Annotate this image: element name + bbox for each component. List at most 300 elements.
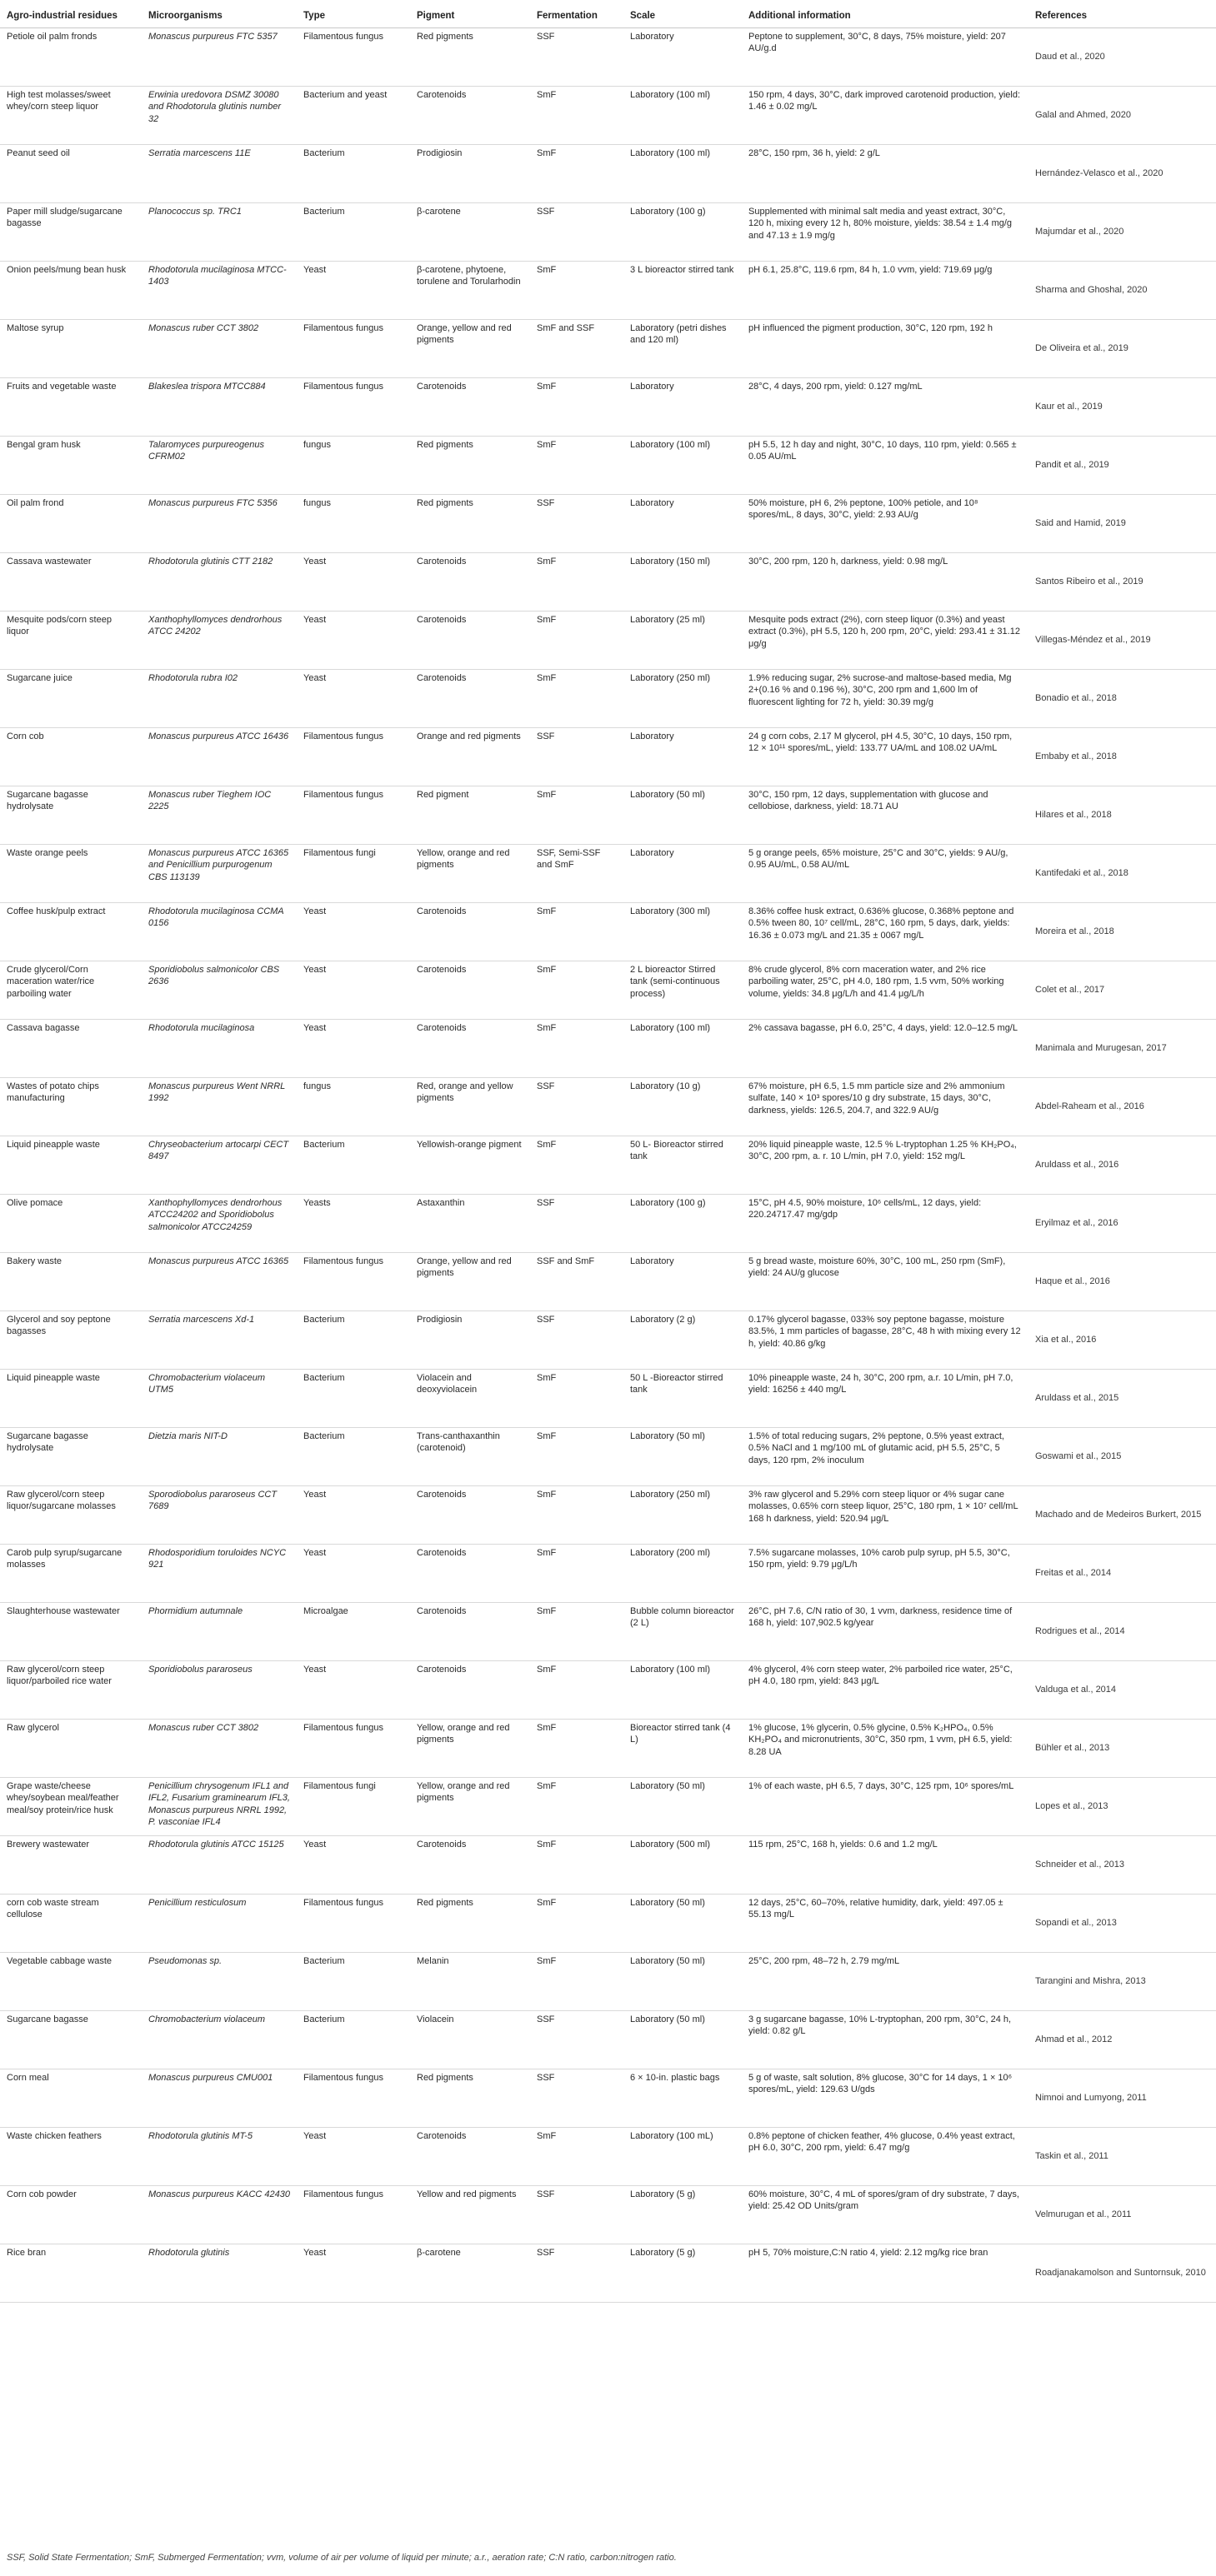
cell-reference: Ahmad et al., 2012	[1028, 2010, 1216, 2069]
cell-type: Filamentous fungus	[297, 27, 410, 86]
table-row	[0, 1136, 1216, 1194]
table-row	[0, 1485, 1216, 1544]
cell-scale: Laboratory (2 g)	[623, 1310, 742, 1369]
cell-type: Yeast	[297, 261, 410, 319]
cell-fermentation: SmF	[530, 1719, 623, 1777]
table-row	[0, 436, 1216, 494]
cell-scale: Laboratory (500 ml)	[623, 1835, 742, 1894]
table-row	[0, 727, 1216, 786]
cell-fermentation: SSF	[530, 1310, 623, 1369]
cell-fermentation: SSF	[530, 1077, 623, 1136]
cell-pigment: Red pigments	[410, 27, 530, 86]
table-row	[0, 961, 1216, 1019]
header-additional-information: Additional information	[742, 0, 1028, 27]
cell-additional-information: 0.8% peptone of chicken feather, 4% glucose, 0.4% yeast extract, pH 6.0, 30°C, 200 rpm, yield: 6.47 mg/g	[742, 2127, 1028, 2185]
cell-fermentation: SmF	[530, 2127, 623, 2185]
cell-additional-information: 5 g bread waste, moisture 60%, 30°C, 100 mL, 250 rpm (SmF), yield: 24 AU/g glucose	[742, 1252, 1028, 1310]
cell-additional-information: 67% moisture, pH 6.5, 1.5 mm particle size and 2% ammonium sulfate, 140 × 10³ spores/10 g dry substrate, 15 days, 30°C, darkness, yields: 126.5, 204.7, and 322.9 AU/g	[742, 1077, 1028, 1136]
table-row	[0, 2244, 1216, 2302]
cell-additional-information: pH 6.1, 25.8°C, 119.6 rpm, 84 h, 1.0 vvm, yield: 719.69 μg/g	[742, 261, 1028, 319]
cell-reference: Kaur et al., 2019	[1028, 377, 1216, 436]
cell-scale: Laboratory (100 ml)	[623, 144, 742, 202]
header-references: References	[1028, 0, 1216, 27]
cell-reference: Machado and de Medeiros Burkert, 2015	[1028, 1485, 1216, 1544]
header-pigment: Pigment	[410, 0, 530, 27]
cell-reference: Bühler et al., 2013	[1028, 1719, 1216, 1777]
cell-fermentation: SmF	[530, 1019, 623, 1077]
cell-microorganism: Monascus ruber CCT 3802	[142, 319, 297, 377]
cell-additional-information: 1% glucose, 1% glycerin, 0.5% glycine, 0.5% K₂HPO₄, 0.5% KH₂PO₄ and micronutrients, 30°C, 350 rpm, 1 vvm, pH 6.5, yield: 8.28 UA	[742, 1719, 1028, 1777]
cell-pigment: Violacein	[410, 2010, 530, 2069]
cell-scale: Laboratory (10 g)	[623, 1077, 742, 1136]
cell-pigment: Melanin	[410, 1952, 530, 2010]
cell-fermentation: SSF	[530, 2010, 623, 2069]
cell-fermentation: SmF	[530, 1485, 623, 1544]
cell-scale: Laboratory	[623, 1252, 742, 1310]
cell-additional-information: 26°C, pH 7.6, C/N ratio of 30, 1 vvm, darkness, residence time of 168 h, yield: 107,902.5 kg/year	[742, 1602, 1028, 1660]
cell-type: Filamentous fungus	[297, 1252, 410, 1310]
cell-additional-information: 4% glycerol, 4% corn steep water, 2% parboiled rice water, 25°C, pH 4.0, 180 rpm, yield: 843 μg/L	[742, 1660, 1028, 1719]
cell-microorganism: Rhodotorula mucilaginosa	[142, 1019, 297, 1077]
cell-residue: Corn meal	[0, 2069, 142, 2127]
cell-residue: Sugarcane bagasse hydrolysate	[0, 786, 142, 844]
cell-pigment: Yellow and red pigments	[410, 2185, 530, 2244]
cell-fermentation: SSF	[530, 727, 623, 786]
cell-residue: Cassava wastewater	[0, 552, 142, 611]
cell-microorganism: Xanthophyllomyces dendrorhous ATCC24202 and Sporidiobolus salmonicolor ATCC24259	[142, 1194, 297, 1252]
cell-scale: Laboratory (100 mL)	[623, 2127, 742, 2185]
cell-scale: Laboratory (5 g)	[623, 2185, 742, 2244]
cell-scale: Laboratory	[623, 494, 742, 552]
cell-type: Yeast	[297, 1544, 410, 1602]
cell-scale: Laboratory	[623, 844, 742, 902]
cell-residue: Cassava bagasse	[0, 1019, 142, 1077]
header-scale: Scale	[623, 0, 742, 27]
cell-additional-information: 150 rpm, 4 days, 30°C, dark improved carotenoid production, yield: 1.46 ± 0.02 mg/L	[742, 86, 1028, 144]
cell-reference: Kantifedaki et al., 2018	[1028, 844, 1216, 902]
cell-additional-information: pH 5.5, 12 h day and night, 30°C, 10 days, 110 rpm, yield: 0.565 ± 0.05 AU/mL	[742, 436, 1028, 494]
cell-residue: Glycerol and soy peptone bagasses	[0, 1310, 142, 1369]
cell-fermentation: SmF	[530, 1777, 623, 1835]
table-row	[0, 1427, 1216, 1485]
cell-scale: Laboratory	[623, 727, 742, 786]
cell-microorganism: Rhodotorula mucilaginosa MTCC-1403	[142, 261, 297, 319]
table-row	[0, 1894, 1216, 1952]
table-row	[0, 86, 1216, 144]
cell-fermentation: SSF	[530, 2069, 623, 2127]
cell-scale: Laboratory (100 ml)	[623, 436, 742, 494]
cell-pigment: Red pigments	[410, 1894, 530, 1952]
cell-scale: Laboratory (100 g)	[623, 1194, 742, 1252]
cell-scale: Laboratory (5 g)	[623, 2244, 742, 2302]
table-row	[0, 1019, 1216, 1077]
cell-fermentation: SSF	[530, 2244, 623, 2302]
cell-residue: Liquid pineapple waste	[0, 1369, 142, 1427]
cell-microorganism: Rhodotorula glutinis MT-5	[142, 2127, 297, 2185]
cell-scale: Laboratory	[623, 377, 742, 436]
cell-reference: Roadjanakamolson and Suntornsuk, 2010	[1028, 2244, 1216, 2302]
table-row	[0, 2127, 1216, 2185]
cell-fermentation: SmF	[530, 1136, 623, 1194]
cell-fermentation: SmF and SSF	[530, 319, 623, 377]
table-row	[0, 1077, 1216, 1136]
cell-residue: Rice bran	[0, 2244, 142, 2302]
cell-scale: Laboratory (50 ml)	[623, 1777, 742, 1835]
cell-pigment: Carotenoids	[410, 611, 530, 669]
cell-residue: Maltose syrup	[0, 319, 142, 377]
cell-scale: Laboratory (50 ml)	[623, 1427, 742, 1485]
cell-additional-information: 8% crude glycerol, 8% corn maceration water, and 2% rice parboiling water, 25°C, pH 4.0, 180 rpm, 1.5 vvm, 50% working volume, yields: 34.8 μg/L/h and 41.4 μg/L/h	[742, 961, 1028, 1019]
cell-pigment: Orange and red pigments	[410, 727, 530, 786]
cell-fermentation: SmF	[530, 1660, 623, 1719]
cell-type: Filamentous fungus	[297, 1894, 410, 1952]
header-microorganisms: Microorganisms	[142, 0, 297, 27]
cell-pigment: Orange, yellow and red pigments	[410, 1252, 530, 1310]
cell-reference: Embaby et al., 2018	[1028, 727, 1216, 786]
cell-residue: Oil palm frond	[0, 494, 142, 552]
cell-reference: Velmurugan et al., 2011	[1028, 2185, 1216, 2244]
cell-reference: Abdel-Raheam et al., 2016	[1028, 1077, 1216, 1136]
cell-type: Bacterium	[297, 1427, 410, 1485]
cell-scale: Laboratory	[623, 27, 742, 86]
cell-scale: 6 × 10-in. plastic bags	[623, 2069, 742, 2127]
cell-microorganism: Xanthophyllomyces dendrorhous ATCC 24202	[142, 611, 297, 669]
cell-scale: Laboratory (petri dishes and 120 ml)	[623, 319, 742, 377]
cell-additional-information: Mesquite pods extract (2%), corn steep liquor (0.3%) and yeast extract (0.3%), pH 5.5, 120 h, 200 rpm, 20°C, yield: 293.41 ± 31.12 μg/g	[742, 611, 1028, 669]
cell-additional-information: 2% cassava bagasse, pH 6.0, 25°C, 4 days, yield: 12.0–12.5 mg/L	[742, 1019, 1028, 1077]
cell-residue: Fruits and vegetable waste	[0, 377, 142, 436]
cell-fermentation: SmF	[530, 902, 623, 961]
cell-scale: 2 L bioreactor Stirred tank (semi-continuous process)	[623, 961, 742, 1019]
cell-microorganism: Penicillium resticulosum	[142, 1894, 297, 1952]
cell-residue: Grape waste/cheese whey/soybean meal/feather meal/soy protein/rice husk	[0, 1777, 142, 1835]
cell-residue: Slaughterhouse wastewater	[0, 1602, 142, 1660]
cell-reference: Sharma and Ghoshal, 2020	[1028, 261, 1216, 319]
cell-pigment: Red pigments	[410, 436, 530, 494]
cell-type: Yeasts	[297, 1194, 410, 1252]
cell-scale: Laboratory (50 ml)	[623, 2010, 742, 2069]
table-row	[0, 1835, 1216, 1894]
cell-scale: Laboratory (25 ml)	[623, 611, 742, 669]
table-header	[0, 0, 1216, 27]
cell-residue: Bengal gram husk	[0, 436, 142, 494]
cell-microorganism: Rhodotorula rubra I02	[142, 669, 297, 727]
cell-reference: Villegas-Méndez et al., 2019	[1028, 611, 1216, 669]
table-row	[0, 261, 1216, 319]
table-row	[0, 844, 1216, 902]
cell-pigment: Red pigments	[410, 2069, 530, 2127]
cell-reference: Santos Ribeiro et al., 2019	[1028, 552, 1216, 611]
cell-additional-information: pH influenced the pigment production, 30°C, 120 rpm, 192 h	[742, 319, 1028, 377]
table-row	[0, 1952, 1216, 2010]
cell-fermentation: SSF and SmF	[530, 1252, 623, 1310]
cell-microorganism: Monascus purpureus FTC 5356	[142, 494, 297, 552]
cell-reference: Said and Hamid, 2019	[1028, 494, 1216, 552]
cell-scale: Laboratory (50 ml)	[623, 1894, 742, 1952]
cell-pigment: Prodigiosin	[410, 144, 530, 202]
cell-fermentation: SmF	[530, 1544, 623, 1602]
cell-additional-information: 115 rpm, 25°C, 168 h, yields: 0.6 and 1.2 mg/L	[742, 1835, 1028, 1894]
cell-reference: Manimala and Murugesan, 2017	[1028, 1019, 1216, 1077]
cell-pigment: Orange, yellow and red pigments	[410, 319, 530, 377]
cell-additional-information: 0.17% glycerol bagasse, 033% soy peptone bagasse, moisture 83.5%, 1 mm particles of bagasse, 28°C, 48 h with mixing every 12 h, yield: 40.86 g/kg	[742, 1310, 1028, 1369]
cell-additional-information: 50% moisture, pH 6, 2% peptone, 100% petiole, and 10⁸ spores/mL, 8 days, 30°C, yield: 2.93 AU/g	[742, 494, 1028, 552]
cell-fermentation: SmF	[530, 1952, 623, 2010]
cell-fermentation: SmF	[530, 261, 623, 319]
cell-additional-information: 10% pineapple waste, 24 h, 30°C, 200 rpm, a.r. 10 L/min, pH 7.0, yield: 16256 ± 440 mg/L	[742, 1369, 1028, 1427]
cell-additional-information: 5 g orange peels, 65% moisture, 25°C and 30°C, yields: 9 AU/g, 0.95 AU/mL, 0.58 AU/mL	[742, 844, 1028, 902]
table-row	[0, 202, 1216, 261]
table-row	[0, 2185, 1216, 2244]
table-row	[0, 552, 1216, 611]
cell-additional-information: 60% moisture, 30°C, 4 mL of spores/gram of dry substrate, 7 days, yield: 25.42 OD Units/gram	[742, 2185, 1028, 2244]
cell-fermentation: SmF	[530, 1602, 623, 1660]
cell-residue: Sugarcane juice	[0, 669, 142, 727]
cell-pigment: β-carotene, phytoene, torulene and Torularhodin	[410, 261, 530, 319]
table-row	[0, 144, 1216, 202]
cell-scale: Bubble column bioreactor (2 L)	[623, 1602, 742, 1660]
cell-residue: Bakery waste	[0, 1252, 142, 1310]
cell-pigment: Prodigiosin	[410, 1310, 530, 1369]
cell-microorganism: Rhodotorula glutinis	[142, 2244, 297, 2302]
cell-pigment: Carotenoids	[410, 1019, 530, 1077]
cell-residue: Liquid pineapple waste	[0, 1136, 142, 1194]
cell-residue: Crude glycerol/Corn maceration water/rice parboiling water	[0, 961, 142, 1019]
cell-fermentation: SSF	[530, 1194, 623, 1252]
cell-pigment: Carotenoids	[410, 552, 530, 611]
cell-type: Bacterium	[297, 1136, 410, 1194]
cell-pigment: Yellowish-orange pigment	[410, 1136, 530, 1194]
cell-fermentation: SmF	[530, 611, 623, 669]
cell-reference: Freitas et al., 2014	[1028, 1544, 1216, 1602]
table-row	[0, 1544, 1216, 1602]
table-row	[0, 1369, 1216, 1427]
cell-pigment: Trans-canthaxanthin (carotenoid)	[410, 1427, 530, 1485]
cell-reference: Eryilmaz et al., 2016	[1028, 1194, 1216, 1252]
cell-microorganism: Rhodotorula glutinis CTT 2182	[142, 552, 297, 611]
cell-pigment: Astaxanthin	[410, 1194, 530, 1252]
cell-reference: Pandit et al., 2019	[1028, 436, 1216, 494]
cell-reference: Xia et al., 2016	[1028, 1310, 1216, 1369]
table-row	[0, 786, 1216, 844]
cell-type: Bacterium and yeast	[297, 86, 410, 144]
cell-scale: Laboratory (50 ml)	[623, 786, 742, 844]
cell-pigment: Carotenoids	[410, 86, 530, 144]
cell-fermentation: SSF	[530, 494, 623, 552]
cell-pigment: β-carotene	[410, 202, 530, 261]
cell-fermentation: SmF	[530, 552, 623, 611]
table-row	[0, 1660, 1216, 1719]
cell-reference: Hernández-Velasco et al., 2020	[1028, 144, 1216, 202]
cell-fermentation: SmF	[530, 1835, 623, 1894]
cell-additional-information: 1.9% reducing sugar, 2% sucrose-and maltose-based media, Mg 2+(0.16 % and 0.196 %), 30°C, 200 rpm and 1,600 lm of fluorescent lighting for 72 h, yield: 30.39 mg/g	[742, 669, 1028, 727]
cell-pigment: Carotenoids	[410, 2127, 530, 2185]
table-row	[0, 611, 1216, 669]
cell-type: Filamentous fungus	[297, 319, 410, 377]
cell-microorganism: Monascus ruber Tieghem IOC 2225	[142, 786, 297, 844]
table-row	[0, 1310, 1216, 1369]
cell-pigment: Carotenoids	[410, 669, 530, 727]
cell-residue: Carob pulp syrup/sugarcane molasses	[0, 1544, 142, 1602]
header-fermentation: Fermentation	[530, 0, 623, 27]
cell-type: Yeast	[297, 669, 410, 727]
cell-additional-information: 3 g sugarcane bagasse, 10% L-tryptophan, 200 rpm, 30°C, 24 h, yield: 0.82 g/L	[742, 2010, 1028, 2069]
cell-microorganism: Monascus purpureus ATCC 16365 and Penicillium purpurogenum CBS 113139	[142, 844, 297, 902]
cell-pigment: Carotenoids	[410, 961, 530, 1019]
cell-microorganism: Pseudomonas sp.	[142, 1952, 297, 2010]
cell-type: Yeast	[297, 902, 410, 961]
cell-scale: Laboratory (250 ml)	[623, 1485, 742, 1544]
cell-scale: Laboratory (200 ml)	[623, 1544, 742, 1602]
cell-residue: Vegetable cabbage waste	[0, 1952, 142, 2010]
header-residues: Agro-industrial residues	[0, 0, 142, 27]
table-row	[0, 1719, 1216, 1777]
cell-residue: corn cob waste stream cellulose	[0, 1894, 142, 1952]
cell-microorganism: Monascus purpureus CMU001	[142, 2069, 297, 2127]
cell-pigment: Yellow, orange and red pigments	[410, 844, 530, 902]
cell-fermentation: SmF	[530, 144, 623, 202]
cell-type: Bacterium	[297, 1310, 410, 1369]
cell-microorganism: Serratia marcescens Xd-1	[142, 1310, 297, 1369]
cell-microorganism: Sporodiobolus pararoseus CCT 7689	[142, 1485, 297, 1544]
cell-pigment: Carotenoids	[410, 1660, 530, 1719]
cell-type: Yeast	[297, 961, 410, 1019]
cell-type: Yeast	[297, 611, 410, 669]
cell-residue: Waste orange peels	[0, 844, 142, 902]
cell-microorganism: Chromobacterium violaceum UTM5	[142, 1369, 297, 1427]
cell-reference: Galal and Ahmed, 2020	[1028, 86, 1216, 144]
table-row	[0, 319, 1216, 377]
cell-microorganism: Rhodotorula glutinis ATCC 15125	[142, 1835, 297, 1894]
table-body	[0, 27, 1216, 2302]
table-row	[0, 1602, 1216, 1660]
cell-microorganism: Rhodosporidium toruloides NCYC 921	[142, 1544, 297, 1602]
cell-fermentation: SmF	[530, 377, 623, 436]
cell-microorganism: Planococcus sp. TRC1	[142, 202, 297, 261]
cell-residue: Corn cob	[0, 727, 142, 786]
cell-scale: Bioreactor stirred tank (4 L)	[623, 1719, 742, 1777]
cell-reference: Valduga et al., 2014	[1028, 1660, 1216, 1719]
cell-pigment: Carotenoids	[410, 902, 530, 961]
cell-fermentation: SmF	[530, 86, 623, 144]
cell-scale: Laboratory (150 ml)	[623, 552, 742, 611]
cell-microorganism: Monascus purpureus FTC 5357	[142, 27, 297, 86]
cell-scale: Laboratory (100 ml)	[623, 86, 742, 144]
cell-additional-information: 24 g corn cobs, 2.17 M glycerol, pH 4.5, 30°C, 10 days, 150 rpm, 12 × 10¹¹ spores/mL, yield: 133.77 UA/mL and 108.02 UA/mL	[742, 727, 1028, 786]
cell-scale: Laboratory (100 ml)	[623, 1660, 742, 1719]
cell-residue: Petiole oil palm fronds	[0, 27, 142, 86]
table-row	[0, 1252, 1216, 1310]
cell-additional-information: 12 days, 25°C, 60–70%, relative humidity, dark, yield: 497.05 ± 55.13 mg/L	[742, 1894, 1028, 1952]
cell-scale: Laboratory (50 ml)	[623, 1952, 742, 2010]
cell-fermentation: SmF	[530, 1427, 623, 1485]
cell-additional-information: 15°C, pH 4.5, 90% moisture, 10⁶ cells/mL, 12 days, yield: 220.24717.47 mg/gdp	[742, 1194, 1028, 1252]
cell-pigment: Red pigments	[410, 494, 530, 552]
cell-fermentation: SmF	[530, 961, 623, 1019]
cell-microorganism: Monascus ruber CCT 3802	[142, 1719, 297, 1777]
cell-residue: Brewery wastewater	[0, 1835, 142, 1894]
cell-residue: Sugarcane bagasse	[0, 2010, 142, 2069]
cell-fermentation: SmF	[530, 1894, 623, 1952]
cell-type: fungus	[297, 436, 410, 494]
cell-type: Filamentous fungi	[297, 1777, 410, 1835]
cell-fermentation: SmF	[530, 1369, 623, 1427]
cell-residue: Olive pomace	[0, 1194, 142, 1252]
cell-reference: Lopes et al., 2013	[1028, 1777, 1216, 1835]
cell-residue: Paper mill sludge/sugarcane bagasse	[0, 202, 142, 261]
cell-pigment: Carotenoids	[410, 377, 530, 436]
cell-residue: Peanut seed oil	[0, 144, 142, 202]
cell-type: Filamentous fungus	[297, 1719, 410, 1777]
cell-additional-information: 30°C, 200 rpm, 120 h, darkness, yield: 0.98 mg/L	[742, 552, 1028, 611]
cell-reference: Colet et al., 2017	[1028, 961, 1216, 1019]
cell-fermentation: SmF	[530, 669, 623, 727]
cell-fermentation: SSF, Semi-SSF and SmF	[530, 844, 623, 902]
cell-pigment: Violacein and deoxyviolacein	[410, 1369, 530, 1427]
cell-pigment: Yellow, orange and red pigments	[410, 1777, 530, 1835]
cell-scale: Laboratory (100 g)	[623, 202, 742, 261]
cell-type: Yeast	[297, 2244, 410, 2302]
cell-residue: Onion peels/mung bean husk	[0, 261, 142, 319]
cell-type: Yeast	[297, 1019, 410, 1077]
cell-additional-information: 20% liquid pineapple waste, 12.5 % L-tryptophan 1.25 % KH₂PO₄, 30°C, 200 rpm, a. r. 10 L/min, pH 7.0, yield: 152 mg/L	[742, 1136, 1028, 1194]
cell-residue: Raw glycerol/corn steep liquor/parboiled rice water	[0, 1660, 142, 1719]
cell-residue: Coffee husk/pulp extract	[0, 902, 142, 961]
cell-reference: Moreira et al., 2018	[1028, 902, 1216, 961]
cell-residue: Wastes of potato chips manufacturing	[0, 1077, 142, 1136]
cell-microorganism: Phormidium autumnale	[142, 1602, 297, 1660]
cell-additional-information: Supplemented with minimal salt media and yeast extract, 30°C, 120 h, mixing every 12 h, 80% moisture, yields: 38.54 ± 1.4 mg/g and 47.13 ± 1.9 mg/g	[742, 202, 1028, 261]
cell-type: Filamentous fungus	[297, 2069, 410, 2127]
cell-type: Filamentous fungus	[297, 377, 410, 436]
cell-microorganism: Monascus purpureus KACC 42430	[142, 2185, 297, 2244]
cell-scale: 50 L- Bioreactor stirred tank	[623, 1136, 742, 1194]
cell-pigment: Carotenoids	[410, 1602, 530, 1660]
cell-type: Yeast	[297, 1660, 410, 1719]
cell-type: Microalgae	[297, 1602, 410, 1660]
cell-additional-information: 5 g of waste, salt solution, 8% glucose, 30°C for 14 days, 1 × 10⁶ spores/mL, yield: 129.63 U/gds	[742, 2069, 1028, 2127]
table-row	[0, 2010, 1216, 2069]
cell-additional-information: 30°C, 150 rpm, 12 days, supplementation with glucose and cellobiose, darkness, yield: 18.71 AU	[742, 786, 1028, 844]
cell-microorganism: Serratia marcescens 11E	[142, 144, 297, 202]
cell-additional-information: 8.36% coffee husk extract, 0.636% glucose, 0.368% peptone and 0.5% tween 80, 10⁷ cell/mL, 28°C, 160 rpm, 5 days, dark, yields: 16.36 ± 0.073 mg/L and 21.35 ± 0067 mg/L	[742, 902, 1028, 961]
cell-residue: Mesquite pods/corn steep liquor	[0, 611, 142, 669]
cell-microorganism: Monascus purpureus ATCC 16436	[142, 727, 297, 786]
cell-pigment: Carotenoids	[410, 1835, 530, 1894]
cell-type: Filamentous fungus	[297, 727, 410, 786]
cell-reference: Rodrigues et al., 2014	[1028, 1602, 1216, 1660]
cell-residue: Raw glycerol	[0, 1719, 142, 1777]
cell-type: Filamentous fungi	[297, 844, 410, 902]
cell-scale: 3 L bioreactor stirred tank	[623, 261, 742, 319]
cell-scale: 50 L -Bioreactor stirred tank	[623, 1369, 742, 1427]
cell-type: Yeast	[297, 2127, 410, 2185]
cell-reference: Sopandi et al., 2013	[1028, 1894, 1216, 1952]
cell-microorganism: Chryseobacterium artocarpi CECT 8497	[142, 1136, 297, 1194]
cell-reference: Tarangini and Mishra, 2013	[1028, 1952, 1216, 2010]
cell-scale: Laboratory (250 ml)	[623, 669, 742, 727]
table-footnote: SSF, Solid State Fermentation; SmF, Submerged Fermentation; vvm, volume of air per volume of liquid per minute; a.r., aeration rate; C:N ratio, carbon:nitrogen ratio.	[7, 2553, 677, 2563]
cell-pigment: Yellow, orange and red pigments	[410, 1719, 530, 1777]
table-row	[0, 1194, 1216, 1252]
cell-reference: Haque et al., 2016	[1028, 1252, 1216, 1310]
cell-additional-information: Peptone to supplement, 30°C, 8 days, 75% moisture, yield: 207 AU/g.d	[742, 27, 1028, 86]
cell-microorganism: Rhodotorula mucilaginosa CCMA 0156	[142, 902, 297, 961]
cell-reference: Bonadio et al., 2018	[1028, 669, 1216, 727]
cell-type: fungus	[297, 1077, 410, 1136]
cell-type: Bacterium	[297, 1952, 410, 2010]
cell-microorganism: Chromobacterium violaceum	[142, 2010, 297, 2069]
